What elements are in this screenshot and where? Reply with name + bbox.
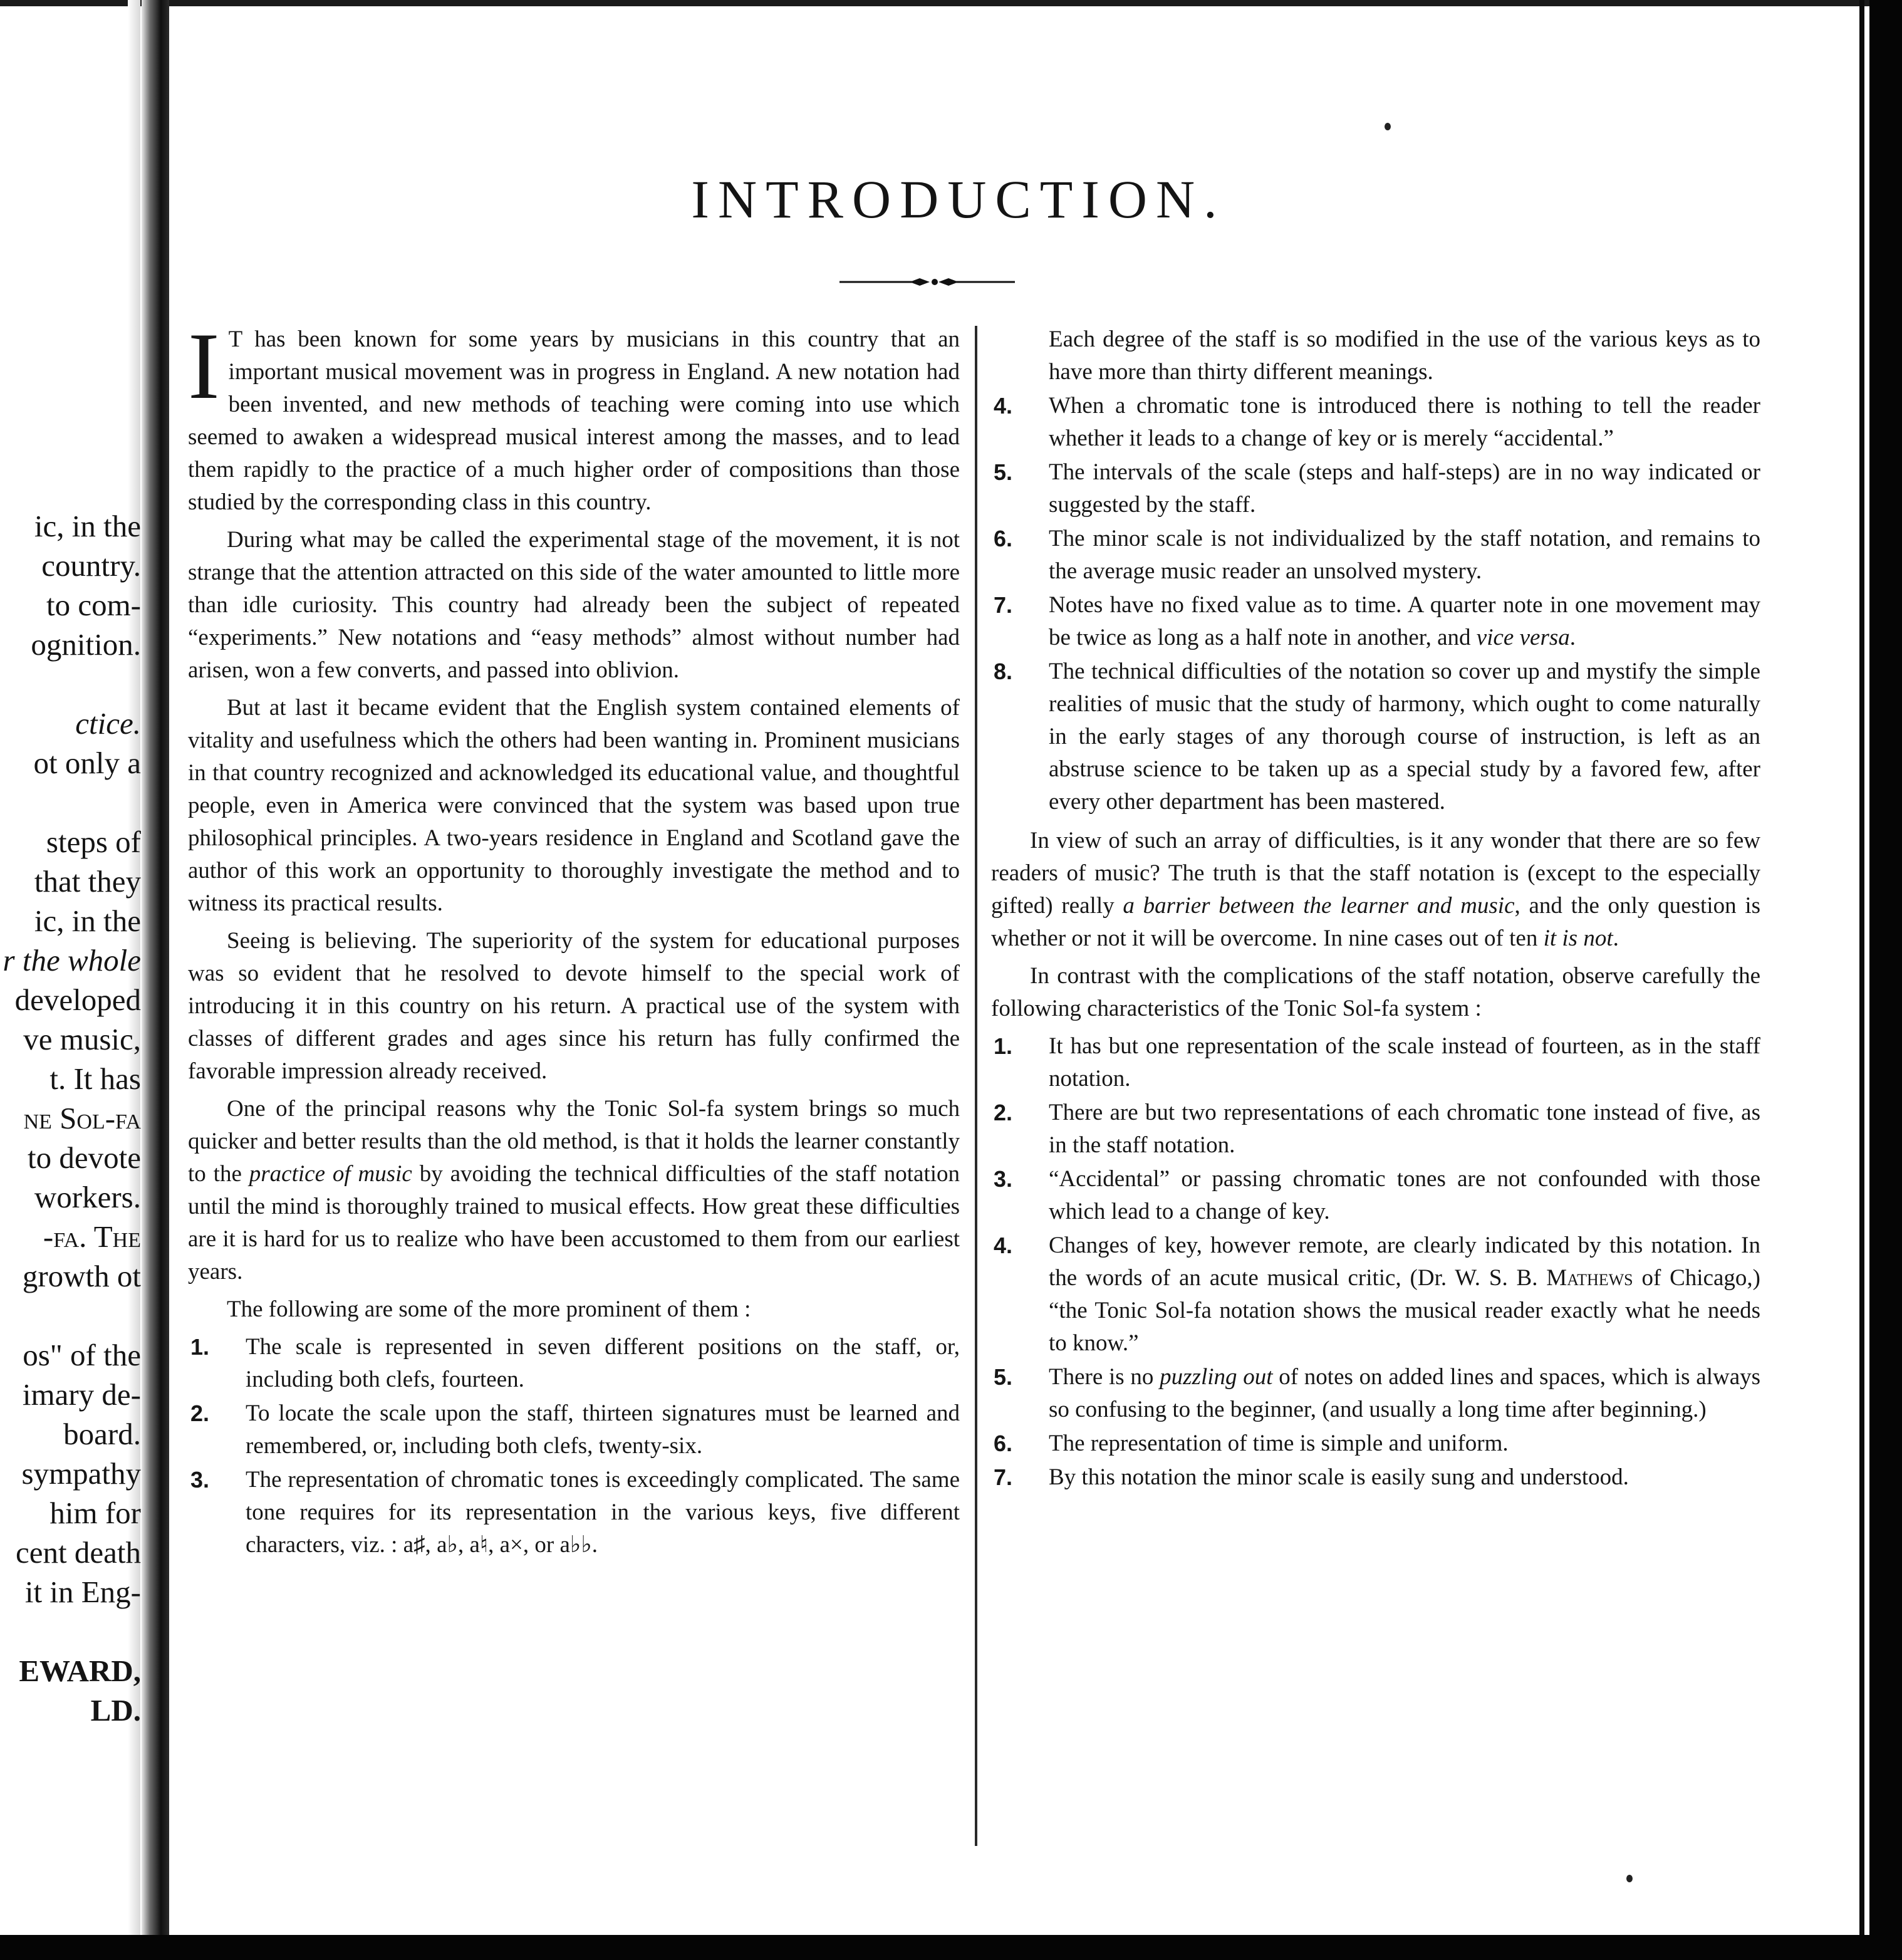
fragment-line xyxy=(0,664,141,704)
scan-right-border xyxy=(1869,0,1902,1960)
paragraph-text: One of the principal reasons why the Tonic Sol-fa system brings so much quicker and better results than the old method, is that it holds the learner constantly to the xyxy=(188,1096,960,1187)
emphasis-text: it is not xyxy=(1543,925,1613,951)
fragment-line xyxy=(0,1296,141,1335)
item-text: The technical difficulties of the notation so cover up and mystify the simple realities of music that the study of harmony, which ought to come naturally in the early stages of any thorough course of instruction, is left as an abstruse science to be taken up as a special study by a favored few, after every other department has been mastered. xyxy=(1049,659,1760,815)
fragment-line: ognition. xyxy=(31,627,141,662)
item-number: 4. xyxy=(994,1233,1013,1258)
book-spine-gutter xyxy=(142,0,169,1936)
fragment-line: to com- xyxy=(46,588,141,622)
list-item xyxy=(188,1397,960,1462)
fragment-line: it in Eng- xyxy=(24,1575,141,1609)
item-text: The intervals of the scale (steps and half-steps) are in no way indicated or suggested by the staff. xyxy=(1049,459,1760,518)
drop-cap: I xyxy=(188,313,220,419)
item-number: 7. xyxy=(994,592,1013,618)
paragraph: But at last it became evident that the English system contained elements of vitality and usefulness which the others had been wanting in. Prominent musicians in that country recognized and acknowledged its educational value, and thoughtful people, even in America were convinced that the system was based upon true philosophical principles. A two-years residence in England and Scotland gave the author of this work an opportunity to thoroughly investigate the method and to witness its practical results. xyxy=(188,695,960,916)
fragment-line: workers. xyxy=(34,1180,141,1214)
list-item xyxy=(188,1331,960,1396)
item-number: 5. xyxy=(994,459,1013,485)
fragment-line: t. It has xyxy=(49,1061,141,1096)
item-number: 6. xyxy=(994,526,1013,551)
list-item xyxy=(991,1030,1760,1095)
paragraph: Seeing is believing. The superiority of the system for educational purposes was so evident that he resolved to devote himself to the special work of introducing it in this country on his return. A practical use of the system with classes of different grades and ages since his return has fully confirmed the favorable impression already received. xyxy=(188,928,960,1084)
emphasis-text: practice of music xyxy=(249,1161,412,1187)
paragraph-text: , and the only question is whether or not it will be overcome. In nine cases out of ten xyxy=(991,893,1760,951)
fragment-line: ic, in the xyxy=(34,904,141,938)
item-text: of notes on added lines and spaces, which is always so confusing to the beginner, (and usually a long time after beginning.) xyxy=(1049,1364,1761,1422)
fragment-line: steps of xyxy=(46,825,141,859)
facing-page-fragment xyxy=(0,506,141,1730)
fragment-line: him for xyxy=(49,1496,141,1530)
list-item xyxy=(991,456,1760,521)
item-number: 4. xyxy=(994,393,1013,419)
list-item xyxy=(991,1427,1760,1460)
item-text: Changes of key, however remote, are clearly indicated by this notation. In the words of an acute musical critic, (Dr. W. S. B. xyxy=(1049,1233,1760,1291)
fragment-line: ot only a xyxy=(33,746,141,780)
fragment-line: EWARD, xyxy=(19,1654,141,1688)
paragraph-text: . xyxy=(1613,925,1619,951)
item-text: of Chicago,) “the Tonic Sol-fa notation shows the musical reader exactly what he needs to know.” xyxy=(1049,1265,1760,1356)
scan-top-edge xyxy=(0,0,1902,6)
list-item-continuation xyxy=(991,323,1760,388)
fragment-line: LD. xyxy=(90,1693,141,1728)
page-title: INTRODUCTION. xyxy=(691,169,1226,229)
fragment-line xyxy=(0,1612,141,1651)
list-item xyxy=(991,589,1760,654)
paragraph: The following are some of the more prominent of them : xyxy=(227,1296,751,1322)
item-text: By this notation the minor scale is easily sung and understood. xyxy=(1049,1464,1629,1490)
item-text: There is no xyxy=(1049,1364,1154,1390)
fragment-line xyxy=(0,783,141,822)
item-text: The representation of chromatic tones is exceedingly complicated. The same tone requires for its representation in the various keys, five different characters, viz. : a♯, a♭, a♮, a×, or a♭♭. xyxy=(246,1467,960,1558)
item-text: There are but two representations of each chromatic tone instead of five, as in the staff notation. xyxy=(1049,1100,1760,1158)
title-ornament xyxy=(839,276,1015,288)
right-text-column xyxy=(991,323,1760,1500)
item-text: The minor scale is not individualized by the staff notation, and remains to the average music reader an unsolved mystery. xyxy=(1049,526,1760,584)
item-text: To locate the scale upon the staff, thirteen signatures must be learned and remembered, or, including both clefs, twenty-six. xyxy=(246,1400,960,1459)
small-caps-name: Mathews xyxy=(1546,1265,1633,1291)
fragment-line: sympathy xyxy=(21,1456,141,1491)
fragment-line: ic, in the xyxy=(34,509,141,543)
fragment-line: growth ot xyxy=(22,1259,141,1293)
item-number: 2. xyxy=(190,1400,210,1426)
item-text: “Accidental” or passing chromatic tones are not confounded with those which lead to a change of key. xyxy=(1049,1166,1760,1224)
fragment-line: to devote xyxy=(28,1140,141,1175)
fragment-line: ne Sol-fa xyxy=(23,1101,141,1135)
paragraph xyxy=(991,825,1760,955)
paragraph-text: T has been known for some years by musicians in this country that an important musical movement was in progress in England. A new notation had been invented, and new methods of teaching were coming into use which seemed to awaken a widespread musical interest among the masses, and to lead them rapidly to the practice of a much higher order of compositions than those studied by the corresponding class in this country. xyxy=(188,326,960,515)
item-number: 5. xyxy=(994,1364,1013,1390)
emphasis-text: vice versa xyxy=(1476,625,1570,650)
item-number: 7. xyxy=(994,1464,1013,1490)
paragraph-text: by avoiding the technical difficulties of the staff notation until the mind is thoroughly trained to musical effects. How great these difficulties are it is hard for us to realize who have been accustomed to them from our earliest years. xyxy=(188,1161,960,1285)
item-text: Notes have no fixed value as to time. A quarter note in one movement may be twice as long as a half note in another, and xyxy=(1049,592,1760,650)
ink-speck xyxy=(1626,1875,1633,1882)
item-number: 1. xyxy=(190,1334,210,1360)
fragment-line: r the whole xyxy=(3,943,141,977)
paragraph-text: In view of such an array of difficulties, is it any wonder that there are so few readers of music? The truth is that the staff notation is (except to the especially gifted) really xyxy=(991,828,1760,919)
fragment-line: developed xyxy=(14,983,141,1017)
item-number: 1. xyxy=(994,1033,1013,1059)
emphasis-text: a barrier between the learner and music xyxy=(1123,893,1515,919)
item-text: It has but one representation of the scale instead of fourteen, as in the staff notation. xyxy=(1049,1033,1760,1092)
list-item xyxy=(991,1097,1760,1162)
item-text: Each degree of the staff is so modified in the use of the various keys as to have more than thirty different meanings. xyxy=(1049,326,1760,385)
ink-speck xyxy=(1385,123,1391,130)
item-text: The representation of time is simple and uniform. xyxy=(1049,1431,1509,1456)
item-number: 2. xyxy=(994,1100,1013,1125)
paragraph: During what may be called the experimental stage of the movement, it is not strange that the attention attracted on this side of the water amounted to little more than idle curiosity. This country had already been the subject of repeated “experiments.” New notations and “easy methods” almost without number had arisen, won a few converts, and passed into oblivion. xyxy=(188,527,960,683)
fragment-line: board. xyxy=(63,1417,141,1451)
item-text: The scale is represented in seven different positions on the staff, or, including both clefs, fourteen. xyxy=(246,1334,960,1392)
column-divider xyxy=(975,326,977,1846)
fragment-line: that they xyxy=(34,864,141,899)
emphasis-text: puzzling out xyxy=(1160,1364,1273,1390)
opening-paragraph xyxy=(188,313,960,519)
fragment-line: imary de- xyxy=(22,1377,141,1412)
page-edge xyxy=(1859,0,1864,1960)
fragment-line: ctice. xyxy=(75,706,141,741)
fragment-line: -fa. The xyxy=(43,1219,141,1254)
item-number: 3. xyxy=(190,1467,210,1493)
scan-bottom-border xyxy=(0,1935,1902,1960)
list-item xyxy=(991,523,1760,588)
list-item xyxy=(991,1163,1760,1228)
list-item xyxy=(991,1461,1760,1494)
paragraph: In contrast with the complications of the staff notation, observe carefully the following characteristics of the Tonic Sol-fa system : xyxy=(991,963,1760,1021)
fragment-line: cent death xyxy=(16,1535,141,1570)
list-item xyxy=(188,1464,960,1561)
item-number: 3. xyxy=(994,1166,1013,1192)
difficulties-list-continued xyxy=(991,323,1760,818)
fragment-line: ve music, xyxy=(23,1022,141,1056)
left-text-column xyxy=(188,313,960,1568)
item-text: When a chromatic tone is introduced there is nothing to tell the reader whether it leads to a change of key or is merely “accidental.” xyxy=(1049,393,1760,451)
characteristics-list xyxy=(991,1030,1760,1494)
difficulties-list xyxy=(188,1331,960,1561)
list-item xyxy=(991,655,1760,818)
list-item xyxy=(991,1361,1760,1426)
item-text: . xyxy=(1569,625,1576,650)
list-item xyxy=(991,1229,1760,1360)
paragraph xyxy=(188,1093,960,1288)
fragment-line: country. xyxy=(41,548,141,583)
list-item xyxy=(991,390,1760,455)
item-number: 6. xyxy=(994,1431,1013,1456)
fragment-line: os" of the xyxy=(23,1338,141,1372)
item-number: 8. xyxy=(994,659,1013,684)
